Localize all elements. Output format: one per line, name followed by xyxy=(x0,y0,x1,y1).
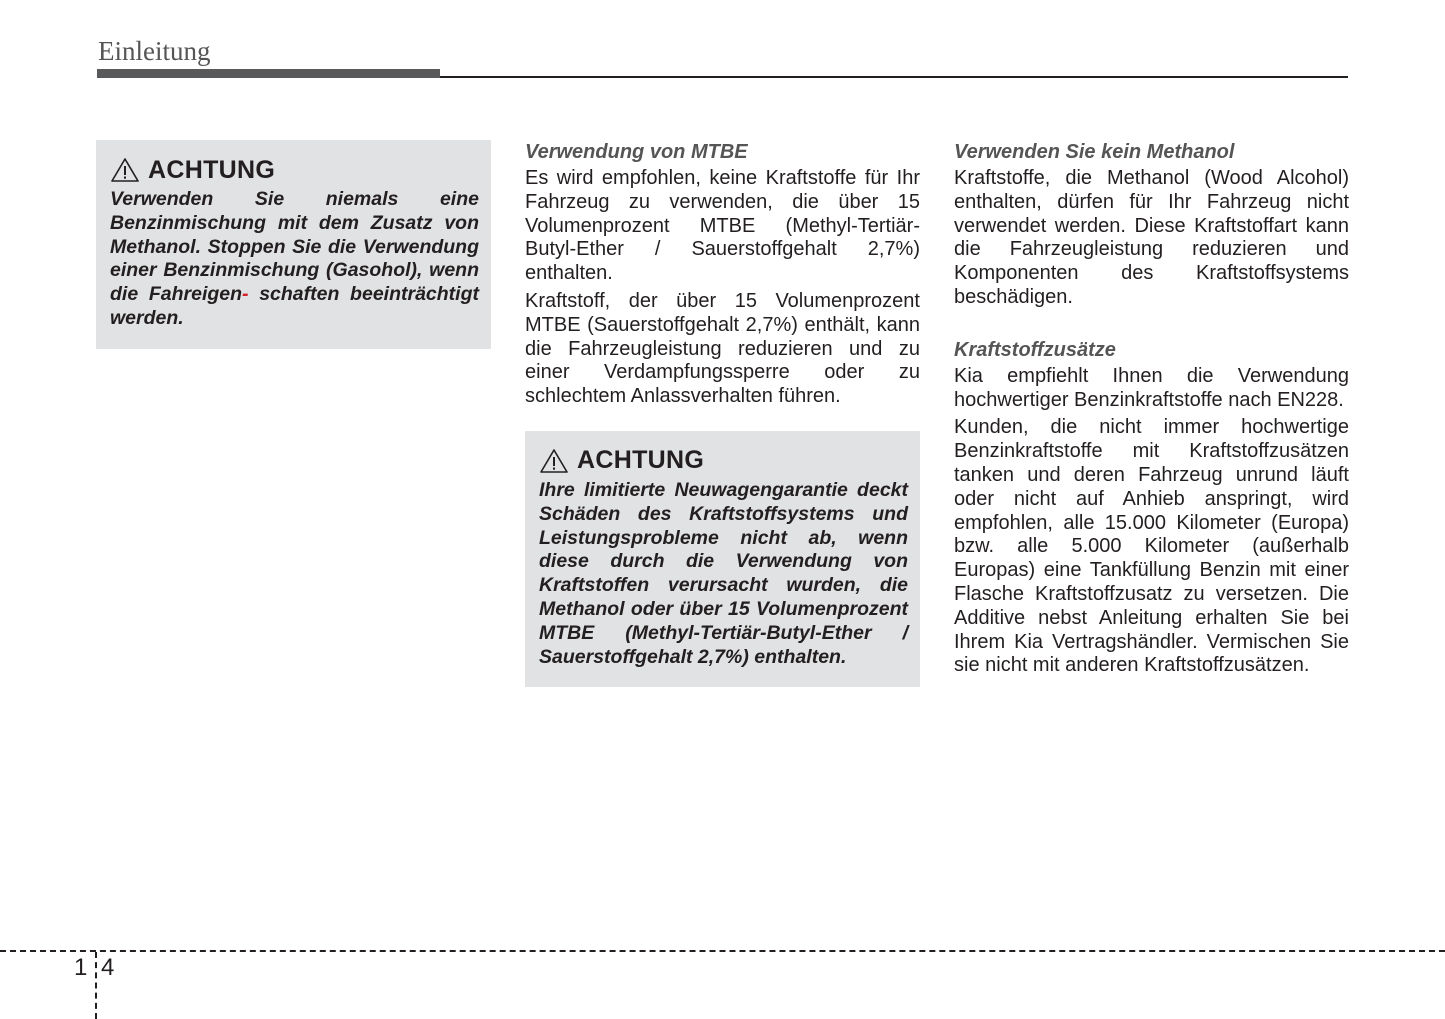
page-header-title: Einleitung xyxy=(98,36,211,66)
warning-text-main: Verwenden Sie niemals eine Benzinmischung mit dem Zusatz von Methanol. Stoppen Sie die Verwendung einer Benzinmischung (Gasohol), wenn die Fahreigen xyxy=(110,188,479,306)
page-number: 4 xyxy=(101,954,115,981)
warning-box xyxy=(525,431,920,687)
page-chapter-number: 1 xyxy=(74,954,88,981)
warning-triangle-icon xyxy=(539,448,569,474)
mtbe-paragraph-2: Kraftstoff, der über 15 Volumenprozent MTBE (Sauerstoffgehalt 2,7%) enthält, kann die Fahrzeugleistung reduzieren und zu einer Verdampfungssperre oder zu schlechtem Anlassverhalten führen. xyxy=(525,289,920,408)
warning-text: Ihre limitierte Neuwagengarantie deckt Schäden des Kraftstoffsystems und Leistungsprobleme nicht ab, wenn diese durch die Verwendung von Kraftstoffen verursacht wurden, die Methanol oder über 15 Volumenprozent MTBE (Methyl-Tertiär-Butyl-Ether / Sauerstoffgehalt 2,7%) enthalten. xyxy=(539,478,908,668)
warning-title: ACHTUNG xyxy=(148,155,276,184)
column-left xyxy=(96,140,491,349)
column-middle xyxy=(525,140,920,687)
warning-triangle-icon xyxy=(110,157,140,183)
footer-dashed-divider xyxy=(95,952,97,1019)
warning-title: ACHTUNG xyxy=(577,446,705,475)
mtbe-paragraph-1: Es wird empfohlen, keine Kraftstoffe für Ihr Fahrzeug zu verwenden, die über 15 Volumenprozent MTBE (Methyl-Tertiär-Butyl-Ether / Sauerstoffgehalt 2,7%) enthalten. xyxy=(525,167,920,285)
warning-text-hyphen: - xyxy=(242,283,249,306)
section-heading-methanol: Verwenden Sie kein Methanol xyxy=(954,141,1235,163)
additives-paragraph-2: Kunden, die nicht immer hochwertige Benzinkraftstoffe mit Kraftstoffzusätzen tanken und deren Fahrzeug unrund läuft oder nicht auf Anhieb anspringt, wird empfohlen, alle 15.000 Kilometer (Europa) bzw. alle 5.000 Kilometer (außerhalb Europas) eine Tankfüllung Benzin mit einer Flasche Kraftstoffzusatz zu versetzen. Die Additive nebst Anleitung erhalten Sie bei Ihrem Kia Vertragshändler. Vermischen Sie sie nicht mit anderen Kraftstoffzusätzen. xyxy=(954,416,1349,677)
section-heading-additives: Kraftstoffzusätze xyxy=(954,338,1116,361)
warning-heading xyxy=(539,445,908,477)
warning-text-end: schaften beeinträchtigt werden. xyxy=(110,283,479,329)
section-heading-mtbe: Verwendung von MTBE xyxy=(525,141,748,163)
additives-paragraph-1: Kia empfiehlt Ihnen die Verwendung hochwertiger Benzinkraftstoffe nach EN228. xyxy=(954,364,1349,411)
warning-heading xyxy=(110,154,479,186)
column-right xyxy=(954,140,1349,678)
warning-box xyxy=(96,140,491,349)
header-rule xyxy=(440,76,1348,78)
methanol-paragraph: Kraftstoffe, die Methanol (Wood Alcohol) enthalten, dürfen für Ihr Fahrzeug nicht verwendet werden. Diese Kraftstoffart kann die Fahrzeugleistung reduzieren und Komponenten des Kraftstoffsystems beschädigen. xyxy=(954,167,1349,308)
footer-dashed-rule xyxy=(0,950,1445,952)
header-bar-accent xyxy=(97,69,440,78)
warning-text xyxy=(110,188,479,331)
